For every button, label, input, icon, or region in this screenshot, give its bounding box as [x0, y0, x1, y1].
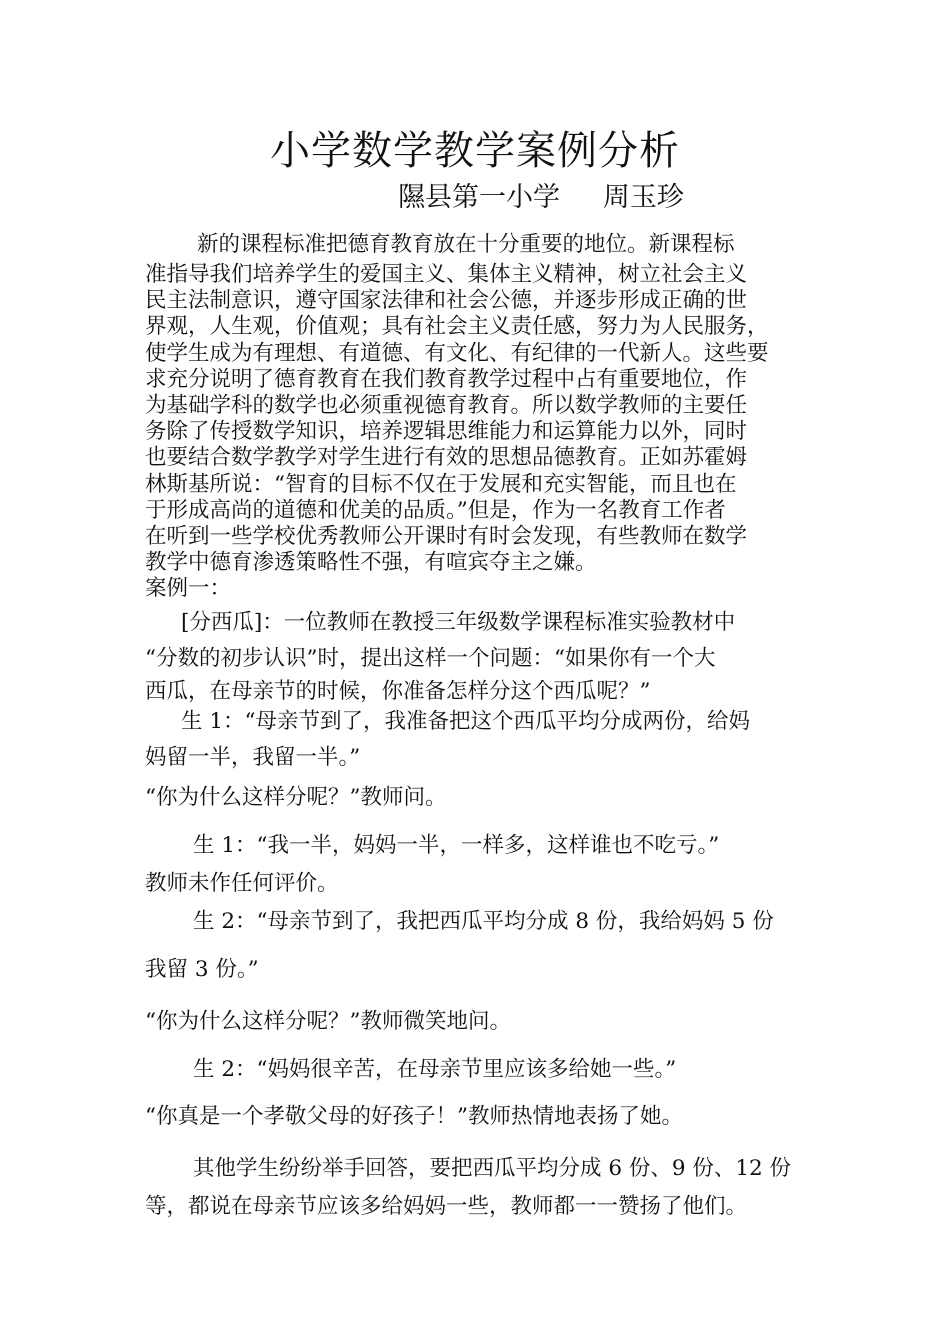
- intro-line: 求充分说明了德育教育在我们教育教学过程中占有重要地位，作: [145, 366, 748, 392]
- student2-answer: 生 2：“妈妈很辛苦，在母亲节里应该多给她一些。”: [193, 1057, 677, 1082]
- student1-answer: 生 1：“我一半，妈妈一半，一样多，这样谁也不吃亏。”: [193, 833, 720, 858]
- case-intro-paragraph: [145, 605, 810, 707]
- document-title: 小学数学教学案例分析: [270, 128, 680, 174]
- intro-line: 林斯基所说：“智育的目标不仅在于发展和充实智能，而且也在: [145, 471, 737, 497]
- teacher-question-1: “你为什么这样分呢？”教师问。: [145, 785, 447, 810]
- case-intro-line: “分数的初步认识”时，提出这样一个问题：“如果你有一个大: [145, 646, 716, 671]
- others-line: 等，都说在母亲节应该多给妈妈一些，教师都一一赞扬了他们。: [145, 1194, 748, 1219]
- student1-paragraph: [145, 704, 810, 776]
- case-intro-line: [分西瓜]：一位教师在教授三年级数学课程标准实验教材中: [181, 610, 736, 635]
- student2-line-2: 我留 3 份。”: [145, 957, 259, 982]
- intro-line: 于形成高尚的道德和优美的品质。”但是，作为一名教育工作者: [145, 497, 726, 523]
- case-intro-line: 西瓜，在母亲节的时候，你准备怎样分这个西瓜呢？”: [145, 679, 651, 704]
- intro-line: 民主法制意识，遵守国家法律和社会公德，并逐步形成正确的世: [145, 288, 748, 314]
- author-line: 隰县第一小学 周玉珍: [398, 182, 684, 213]
- intro-line: 也要结合数学教学对学生进行有效的思想品德教育。正如苏霍姆: [145, 445, 748, 471]
- others-paragraph: [145, 1150, 810, 1226]
- intro-line: 教学中德育渗透策略性不强，有喧宾夺主之嫌。: [145, 550, 597, 576]
- intro-line: 准指导我们培养学生的爱国主义、集体主义精神，树立社会主义: [145, 262, 748, 287]
- student1-line: 妈留一半，我留一半。”: [145, 745, 361, 770]
- intro-line: 为基础学科的数学也必须重视德育教育。所以数学教师的主要任: [145, 392, 748, 418]
- teacher-no-comment: 教师未作任何评价。: [145, 871, 339, 896]
- intro-line: 使学生成为有理想、有道德、有文化、有纪律的一代新人。这些要: [145, 340, 769, 366]
- others-line: 其他学生纷纷举手回答，要把西瓜平均分成 6 份、9 份、12 份: [193, 1156, 792, 1181]
- intro-line: 新的课程标准把德育教育放在十分重要的地位。新课程标: [197, 232, 735, 257]
- intro-line: 在听到一些学校优秀教师公开课时有时会发现，有些教师在数学: [145, 523, 748, 549]
- case-label: 案例一：: [145, 576, 232, 602]
- intro-line: 界观，人生观，价值观；具有社会主义责任感，努力为人民服务，: [145, 314, 769, 340]
- teacher-praise: “你真是一个孝敬父母的好孩子！”教师热情地表扬了她。: [145, 1104, 683, 1129]
- student1-line: 生 1：“母亲节到了，我准备把这个西瓜平均分成两份，给妈: [181, 709, 751, 734]
- intro-paragraph: [145, 232, 810, 602]
- intro-line: 务除了传授数学知识，培养逻辑思维能力和运算能力以外，同时: [145, 419, 748, 445]
- student2-line-1: 生 2：“母亲节到了，我把西瓜平均分成 8 份，我给妈妈 5 份: [193, 909, 774, 934]
- teacher-question-2: “你为什么这样分呢？”教师微笑地问。: [145, 1009, 511, 1034]
